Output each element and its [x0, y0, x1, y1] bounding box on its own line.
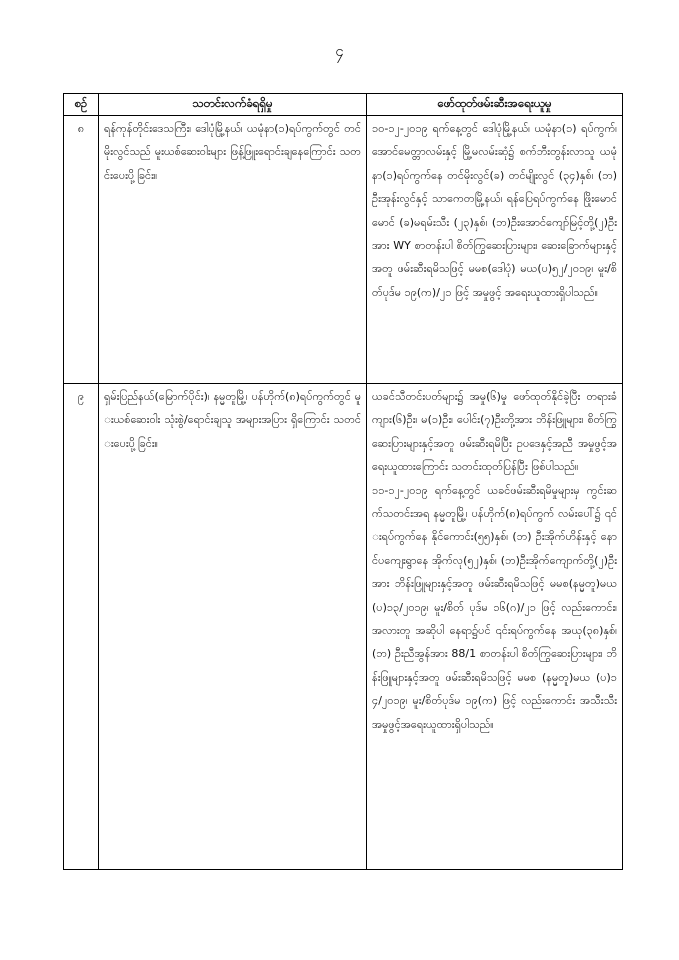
action-paragraph: ယခင်သီတင်းပတ်များ၌ အမှု(၆)မှု ဖော်ထုတ်နိုင်ခဲ့ပြီး တရားခံ ကျား(၆)ဦး၊ မ(၁)ဦး၊ ပေါင်း(၇)ဦးတို့အား ဘိန်းဖြူများ၊ စိတ်ကြွဆေးပြားများနှင့်အတူ ဖမ်းဆီးရမိပြီး ဥပဒေနှင့်အညီ အမှုဖွင့်အရေးယူထားကြောင်း သတင်းထုတ်ပြန်ပြီး ဖြစ်ပါသည်။ [372, 390, 617, 474]
row-action [367, 116, 623, 384]
header-action-taken: ဖော်ထုတ်ဖမ်းဆီးအရေးယူမှု [367, 94, 623, 116]
action-paragraph: ၁၀-၁၂-၂၀၁၉ ရက်နေ့တွင် ဒေါပုံမြို့နယ်၊ ယမုံနာ(၁) ရပ်ကွက်၊ အောင်မေတ္တာလမ်းနှင့် မြို့မလမ်းဆုံ၌ စက်ဘီးတွန်းလာသူ ယမုံနာ(၁)ရပ်ကွက်နေ တင်မိုးလွင်(ခ) တင်မျိုးလွင် (၃၄)နှစ်၊ (ဘ)ဦးအုန်းလွင်နှင့် သာကေတမြို့နယ်၊ ရန်ပြေရပ်ကွက်နေ ဖြိုးမောင်မောင် (ခ)မရမ်းသီး (၂၃)နှစ်၊ (ဘ)ဦးအောင်ကျော်မြင့်တို့(၂)ဦးအား WY စာတန်းပါ စိတ်ကြွဆေးပြားများ၊ ဆေးခြောက်များနှင့် အတူ ဖမ်းဆီးရမိသဖြင့် မမစ(ဒေါပုံ) မယ(ပ)၅၂/၂၀၁၉၊ မူး/စိတ်ပုဒ်မ ၁၉(က)/၂၁ ဖြင့် အမှုဖွင့် အရေးယူထားရှိပါသည်။ [372, 122, 617, 299]
report-text: ရန်ကုန်တိုင်းဒေသကြီး၊ ဒေါပုံမြို့နယ်၊ ယမုံနာ(၁)ရပ်ကွက်တွင် တင်မိုးလွင်သည် မူးယစ်ဆေးဝါးများ ဖြန့်ဖြူးရောင်းချနေကြောင်း သတင်းပေးပို့ခြင်း။ [104, 122, 361, 182]
action-paragraph: ၁၁-၁၂-၂၀၁၉ ရက်နေ့တွင် ယခင်ဖမ်းဆီးရမိမှုများမှ ကွင်းဆက်သတင်းအရ နမ္မတူမြို့၊ ပန်ဟိုက်(၈)ရပ်ကွက် လမ်းပေါ်၌ ၎င်းရပ်ကွက်နေ နိုင်ကောင်း(၅၅)နှစ်၊ (ဘ) ဦးအိုက်ဟိန်းနှင့် နောင်ပကျေးရွာနေ အိုက်လု(၅၂)နှစ်၊ (ဘ)ဦးအိုက်ကျောက်တို့(၂)ဦးအား ဘိန်းဖြူများနှင့်အတူ ဖမ်းဆီးရမိသဖြင့် မမစ(နမ္မတူ)မယ(ပ)၁၃/၂၀၁၉၊ မူး/စိတ် ပုဒ်မ ၁၆(ဂ)/၂၁ ဖြင့် လည်းကောင်း၊ အလားတူ အဆိုပါ နေရာ၌ပင် ၎င်းရပ်ကွက်နေ အယု(၃၈)နှစ်၊ (ဘ) ဦးညီအွန်အား 88/1 စာတန်းပါ စိတ်ကြွဆေးပြားများ၊ ဘိန်းဖြူများနှင့်အတူ ဖမ်းဆီးရမိသဖြင့် မမစ (နမ္မတူ)မယ (ပ)၁၄/၂၀၁၉၊ မူး/စိတ်ပုဒ်မ ၁၉(က) ဖြင့် လည်းကောင်း အသီးသီး အမှုဖွင့်အရေးယူထားရှိပါသည်။ [372, 483, 617, 731]
row-serial: ၉ [64, 384, 99, 870]
row-action [367, 384, 623, 870]
table-header-row [64, 94, 623, 116]
report-table [63, 93, 623, 870]
page-number: ၄ [335, 42, 344, 60]
table-row [64, 116, 623, 384]
row-report [99, 384, 367, 870]
report-text: ရှမ်းပြည်နယ်(မြောက်ပိုင်း)၊ နမ္မတူမြို့၊ ပန်ဟိုက်(၈)ရပ်ကွက်တွင် မူးယစ်ဆေးဝါး သုံးစွဲ/ရောင်းချသူ အများအပြား ရှိကြောင်း သတင်းပေးပို့ခြင်း။ [104, 390, 361, 450]
row-serial: ၈ [64, 116, 99, 384]
row-report [99, 116, 367, 384]
header-information-received: သတင်းလက်ခံရရှိမှု [99, 94, 367, 116]
table-row [64, 384, 623, 870]
header-serial: စဉ် [64, 94, 99, 116]
